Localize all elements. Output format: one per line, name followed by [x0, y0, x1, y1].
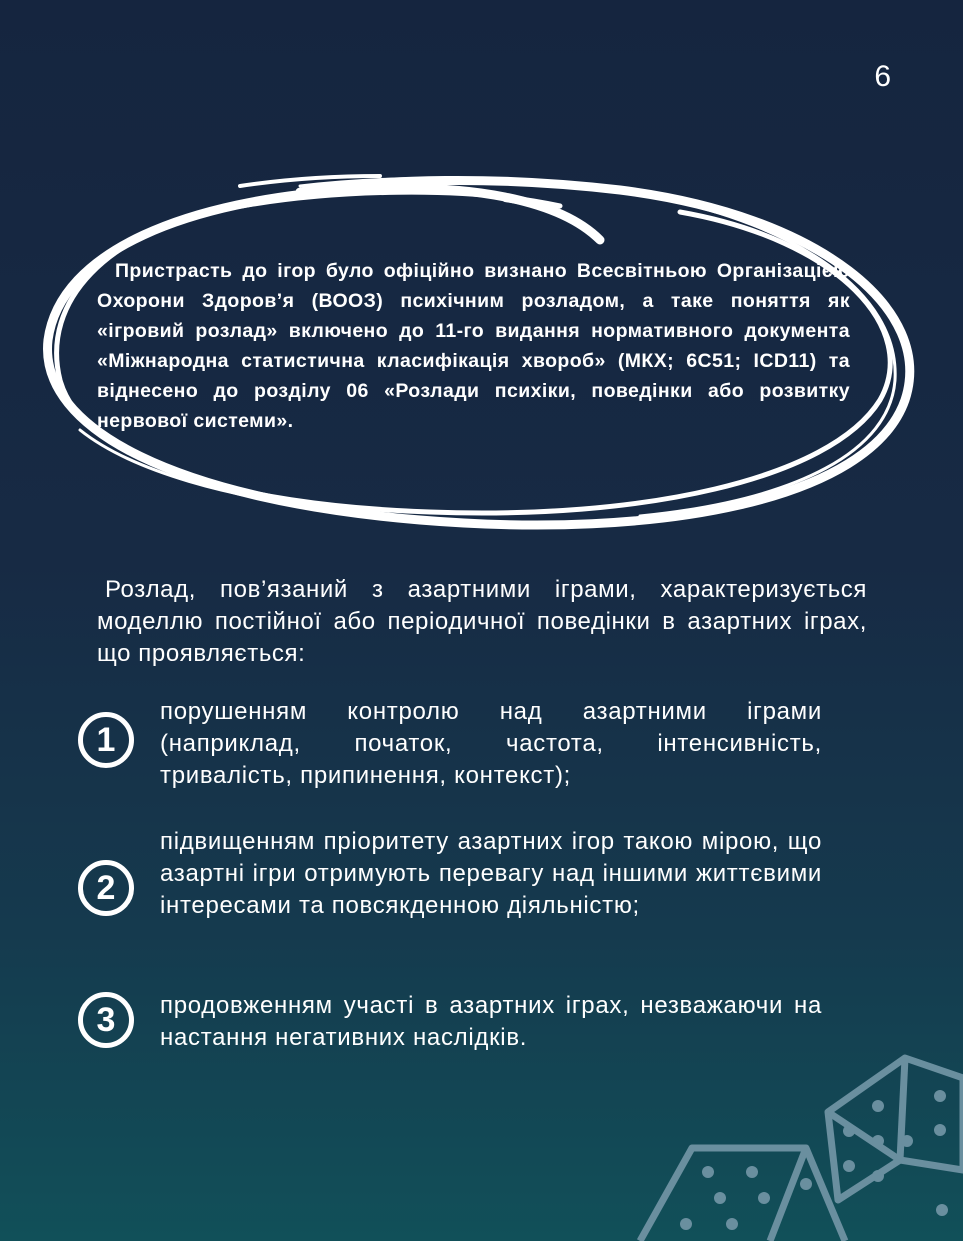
list-item-text: продовженням участі в азартних іграх, незважаючи на настання негативних наслідків.: [160, 992, 822, 1051]
highlight-text: Пристрасть до ігор було офіційно визнано Всесвітньою Організацією Охорони Здоров’я (ВООЗ) психічним розладом, а таке поняття як «ігровий розлад» включено до 11-го видання нормативного документа «Міжнародна статистична класифікація хвороб» (МКХ; 6C51; ICD11) та віднесено до розділу 06 «Розлади психіки, поведінки або розвитку нервової системи».: [97, 260, 850, 432]
number-badge: 2: [78, 860, 134, 916]
list-item-text: порушенням контролю над азартними іграми (наприклад, початок, частота, інтенсивність, тривалість, припинення, контекст);: [160, 698, 822, 789]
number-badge: 3: [78, 992, 134, 1048]
list-item-text: підвищенням пріоритету азартних ігор такою мірою, що азартні ігри отримують перевагу над іншими життєвими інтересами та повсякденною діяльністю;: [160, 828, 822, 919]
number-badge: 1: [78, 712, 134, 768]
page-number: 6: [874, 60, 891, 93]
intro-paragraph: Розлад, пов’язаний з азартними іграми, характеризується моделлю постійної або періодичної поведінки в азартних іграх, що проявляється:: [97, 576, 867, 667]
